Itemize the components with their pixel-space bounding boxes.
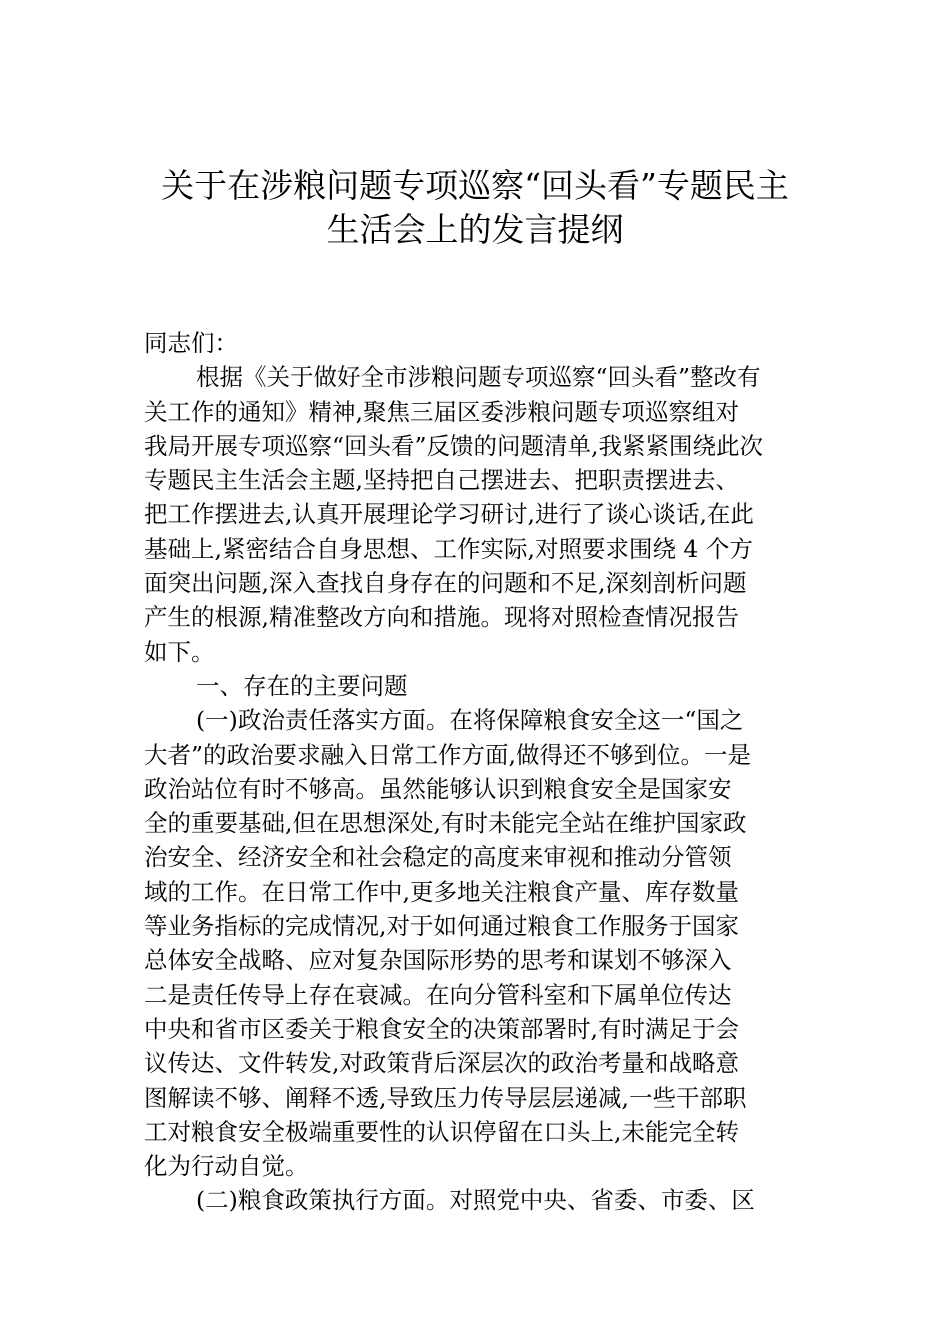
section-heading: 一、存在的主要问题: [196, 671, 408, 700]
document-body: [144, 326, 808, 1218]
paragraph-line: 关工作的通知》精神,聚焦三届区委涉粮问题专项巡察组对: [144, 397, 739, 426]
paragraph-line: 全的重要基础,但在思想深处,有时未能完全站在维护国家政: [144, 809, 747, 838]
paragraph-line: 把工作摆进去,认真开展理论学习研讨,进行了谈心谈话,在此: [144, 500, 754, 529]
paragraph-line: 等业务指标的完成情况,对于如何通过粮食工作服务于国家: [144, 912, 739, 941]
paragraph-line: (一)政治责任落实方面。在将保障粮食安全这一“国之: [196, 706, 744, 735]
paragraph-line: 中央和省市区委关于粮食安全的决策部署时,有时满足于会: [144, 1014, 739, 1043]
paragraph-line: 面突出问题,深入查找自身存在的问题和不足,深刻剖析问题: [144, 569, 747, 598]
paragraph-line: 基础上,紧密结合自身思想、工作实际,对照要求围绕 4 个方: [144, 534, 753, 563]
salutation: 同志们：: [144, 329, 238, 357]
document-title-line-2: 生活会上的发言提纲: [326, 210, 624, 249]
paragraph-line: 政治站位有时不够高。虽然能够认识到粮食安全是国家安: [144, 774, 732, 803]
paragraph-line: (二)粮食政策执行方面。对照党中央、省委、市委、区: [196, 1186, 755, 1215]
paragraph-line: 图解读不够、阐释不透,导致压力传导层层递减,一些干部职: [144, 1083, 747, 1112]
paragraph-line: 议传达、文件转发,对政策背后深层次的政治考量和战略意: [144, 1049, 739, 1078]
paragraph-line: 专题民主生活会主题,坚持把自己摆进去、把职责摆进去、: [144, 466, 739, 495]
paragraph-line: 工对粮食安全极端重要性的认识停留在口头上,未能完全转: [144, 1117, 739, 1146]
paragraph-line: 如下。: [144, 637, 215, 666]
paragraph-line: 二是责任传导上存在衰减。在向分管科室和下属单位传达: [144, 980, 732, 1009]
paragraph-line: 我局开展专项巡察“回头看”反馈的问题清单,我紧紧围绕此次: [144, 431, 763, 460]
paragraph-line: 域的工作。在日常工作中,更多地关注粮食产量、库存数量: [144, 877, 739, 906]
paragraph-line: 总体安全战略、应对复杂国际形势的思考和谋划不够深入: [144, 946, 732, 975]
paragraph-line: 大者”的政治要求融入日常工作方面,做得还不够到位。一是: [144, 740, 751, 769]
paragraph-line: 产生的根源,精准整改方向和措施。现将对照检查情况报告: [144, 603, 739, 632]
paragraph-line: 治安全、经济安全和社会稳定的高度来审视和推动分管领: [144, 843, 732, 872]
paragraph-line: 化为行动自觉。: [144, 1152, 309, 1181]
paragraph-line: 根据《关于做好全市涉粮问题专项巡察“回头看”整改有: [196, 363, 761, 392]
document-title-line-1: 关于在涉粮问题专项巡察“回头看”专题民主: [161, 166, 789, 205]
